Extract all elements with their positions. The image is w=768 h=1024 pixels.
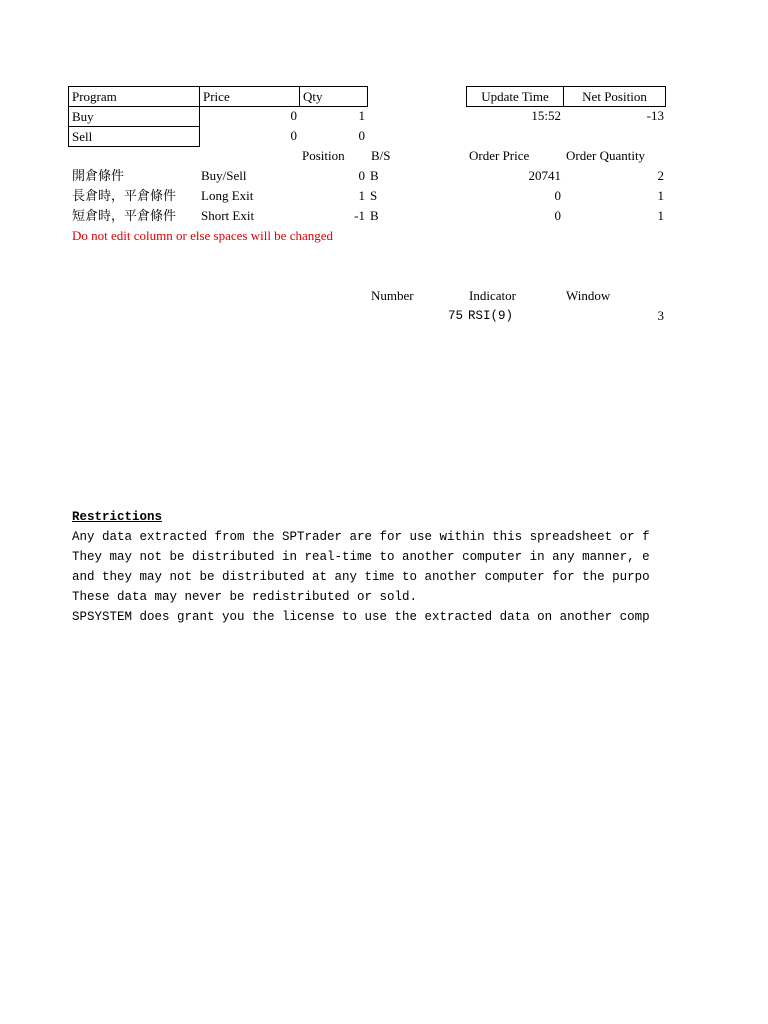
restrictions-line-3: and they may not be distributed at any time to another computer for the purpo — [72, 570, 650, 584]
long-exit-order-price[interactable]: 0 — [554, 188, 561, 203]
long-exit-condition-label[interactable]: 長倉時，平倉條件 — [72, 188, 177, 203]
position-header[interactable]: Position — [302, 148, 345, 163]
warning-note[interactable]: Do not edit column or else spaces will be changed — [72, 228, 334, 243]
long-exit-order-quantity[interactable]: 1 — [657, 188, 664, 203]
bs-header[interactable]: B/S — [371, 148, 391, 163]
qty-header[interactable]: Qty — [299, 86, 368, 107]
open-condition-type[interactable]: Buy/Sell — [201, 168, 247, 183]
number-header[interactable]: Number — [371, 288, 414, 303]
open-condition-bs[interactable]: B — [370, 168, 379, 183]
short-exit-condition-label[interactable]: 短倉時，平倉條件 — [72, 208, 177, 223]
long-exit-bs[interactable]: S — [370, 188, 378, 203]
restrictions-line-2: They may not be distributed in real-time to another computer in any manner, e — [72, 550, 650, 564]
short-exit-order-price[interactable]: 0 — [554, 208, 561, 223]
net-position-header[interactable]: Net Position — [563, 86, 666, 107]
long-exit-position[interactable]: 1 — [358, 188, 365, 203]
short-exit-bs[interactable]: B — [370, 208, 379, 223]
open-condition-order-quantity[interactable]: 2 — [657, 168, 664, 183]
sell-price-cell[interactable]: 0 — [290, 128, 297, 143]
window-header[interactable]: Window — [566, 288, 611, 303]
sell-row-label[interactable]: Sell — [68, 126, 200, 147]
short-exit-order-quantity[interactable]: 1 — [657, 208, 664, 223]
window-value[interactable]: 3 — [657, 308, 664, 323]
price-header[interactable]: Price — [199, 86, 300, 107]
program-header[interactable]: Program — [68, 86, 200, 107]
open-condition-order-price[interactable]: 20741 — [528, 168, 561, 183]
restrictions-line-1: Any data extracted from the SPTrader are for use within this spreadsheet or f — [72, 530, 650, 544]
order-price-header[interactable]: Order Price — [469, 148, 530, 163]
long-exit-type[interactable]: Long Exit — [201, 188, 254, 203]
update-time-header[interactable]: Update Time — [466, 86, 564, 107]
open-condition-position[interactable]: 0 — [358, 168, 365, 183]
restrictions-title: Restrictions — [72, 510, 163, 524]
restrictions-line-4: These data may never be redistributed or sold. — [72, 590, 418, 604]
short-exit-position[interactable]: -1 — [354, 208, 365, 223]
indicator-value[interactable]: RSI(9) — [468, 309, 514, 323]
buy-price-cell[interactable]: 0 — [290, 108, 297, 123]
buy-row-label[interactable]: Buy — [68, 106, 200, 127]
update-time-value[interactable]: 15:52 — [531, 108, 561, 123]
number-value[interactable]: 75 — [447, 309, 463, 323]
order-quantity-header[interactable]: Order Quantity — [566, 148, 646, 163]
buy-qty-cell[interactable]: 1 — [358, 108, 365, 123]
short-exit-type[interactable]: Short Exit — [201, 208, 255, 223]
open-condition-label[interactable]: 開倉條件 — [72, 168, 125, 183]
indicator-header[interactable]: Indicator — [469, 288, 516, 303]
net-position-value[interactable]: -13 — [646, 108, 664, 123]
restrictions-line-5: SPSYSTEM does grant you the license to use the extracted data on another comp — [72, 610, 650, 624]
sell-qty-cell[interactable]: 0 — [358, 128, 365, 143]
